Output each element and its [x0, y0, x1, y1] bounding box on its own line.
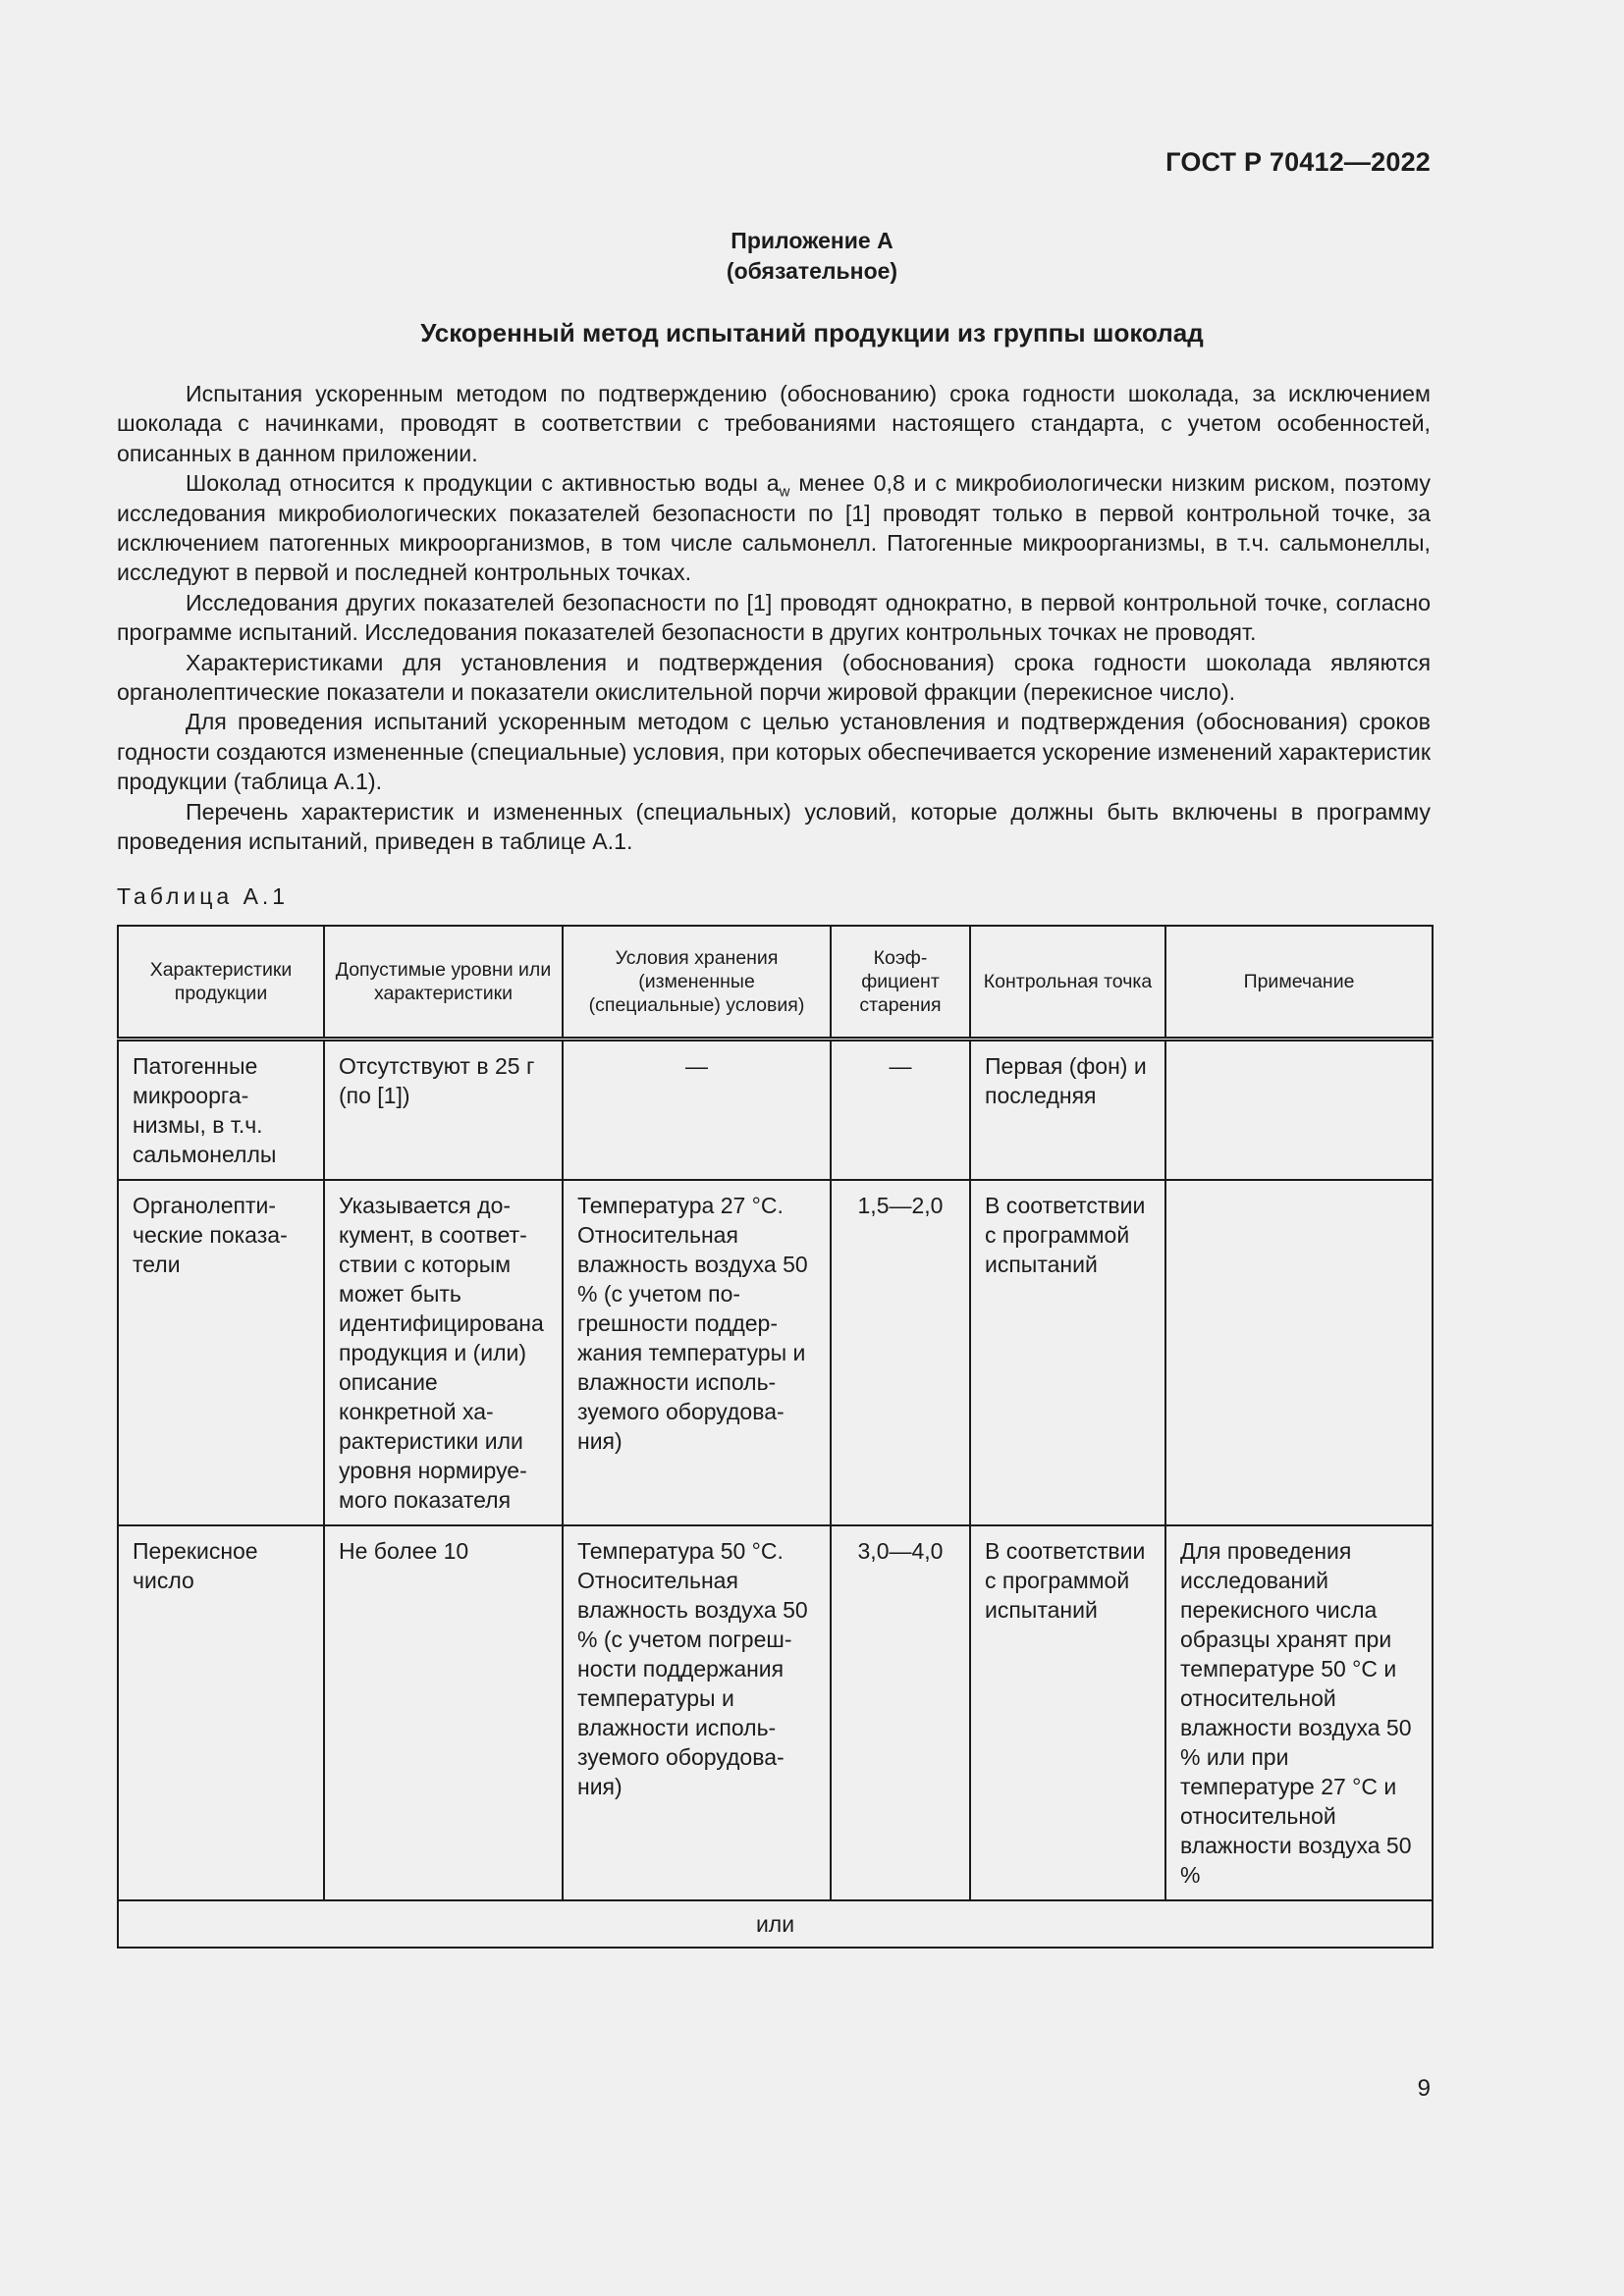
table-cell: Температура 50 °С. Относительная влажность воздуха 50 % (с учетом погрешности поддержания температуры и влажности используемого оборудования) [563, 1525, 831, 1900]
table-cell [1165, 1040, 1433, 1181]
paragraph-5: Для проведения испытаний ускоренным методом с целью установления и подтверждения (обоснования) сроков годности создаются измененные (специальные) условия, при которых обеспечивается ускорение изменений характеристик продукции (таблица А.1). [117, 709, 1432, 795]
water-activity-subscript: w [779, 483, 790, 501]
appendix-heading [0, 226, 1624, 287]
table-cell: Первая (фон) и последняя [970, 1040, 1165, 1181]
table-header-cell: Контрольная точка [970, 926, 1165, 1040]
characteristics-table [117, 925, 1434, 1949]
table-header-cell: Условия хранения (измененные (специальные) условия) [563, 926, 831, 1040]
table-header-row [118, 926, 1433, 1040]
table-cell: — [831, 1040, 970, 1181]
section-title: Ускоренный метод испытаний продукции из группы шоколад [420, 318, 1204, 347]
paragraph-3: Исследования других показателей безопасности по [1] проводят однократно, в первой контрольной точке, согласно программе испытаний. Исследования показателей безопасности в других контрольных точках не проводят. [117, 589, 1431, 646]
table-header-cell: Примечание [1165, 926, 1433, 1040]
table-cell: Патогенные микроорганизмы, в т.ч. сальмонеллы [118, 1040, 324, 1181]
table-header-cell: Характеристики продукции [118, 926, 324, 1040]
paragraph-6: Перечень характеристик и измененных (специальных) условий, которые должны быть включены в программу проведения испытаний, приведен в таблице А.1. [117, 798, 1431, 855]
table-cell: Для проведения исследований перекисного числа образцы хранят при температуре 50 °С и относительной влажности воздуха 50 % или при температуре 27 °С и относительной влажности воздуха 50 % [1165, 1525, 1433, 1900]
table-cell: Органолептические показатели [118, 1180, 324, 1525]
table-row [118, 1180, 1433, 1525]
page-number: 9 [1417, 2075, 1431, 2102]
table-cell: 1,5—2,0 [831, 1180, 970, 1525]
table-header-cell: Коэффициент старения [831, 926, 970, 1040]
document-code: ГОСТ Р 70412—2022 [1165, 147, 1431, 177]
table-cell: — [563, 1040, 831, 1181]
table-footer-cell: или [118, 1900, 1433, 1948]
table-cell [1165, 1180, 1433, 1525]
table-caption: Таблица А.1 [117, 883, 290, 909]
table-cell: Температура 27 °С. Относительная влажность воздуха 50 % (с учетом погрешности поддержания температуры и влажности используемого оборудования) [563, 1180, 831, 1525]
paragraph-4: Характеристиками для установления и подтверждения (обоснования) срока годности шоколада являются органолептические показатели и показатели окислительной порчи жировой фракции (перекисное число). [117, 649, 1431, 706]
paragraph-2-end: менее 0,8 и с микробиологически низким риском, поэтому исследования микробиологических показателей безопасности по [1] проводят только в первой контрольной точке, за исключением патогенных микроорганизмов, в том числе сальмонелл. Патогенные микроорганизмы, в т.ч. сальмонеллы, исследуют в первой и последней контрольных точках. [117, 470, 1431, 586]
body-text [117, 379, 1431, 857]
paragraph-2-start: Шоколад относится к продукции с активностью воды a [186, 470, 780, 497]
table-cell: В соответствии с программой испытаний [970, 1525, 1165, 1900]
table-cell: Указывается документ, в соответствии с которым может быть идентифицирована продукция и (или) описание конкретной характеристики или уровня нормируемого показателя [324, 1180, 563, 1525]
table-cell: Отсутствуют в 25 г (по [1]) [324, 1040, 563, 1181]
table-cell: Не более 10 [324, 1525, 563, 1900]
appendix-status: (обязательное) [726, 258, 898, 284]
table-row [118, 1525, 1433, 1900]
paragraph-1: Испытания ускоренным методом по подтверждению (обоснованию) срока годности шоколада, за исключением шоколада с начинками, проводят в соответствии с требованиями настоящего стандарта, с учетом особенностей, описанных в данном приложении. [117, 381, 1431, 466]
table-cell: 3,0—4,0 [831, 1525, 970, 1900]
paragraph-2 [117, 468, 1431, 588]
table-footer-row [118, 1900, 1433, 1948]
table-cell: Перекисное число [118, 1525, 324, 1900]
table-header-cell: Допустимые уровни или характеристики [324, 926, 563, 1040]
table-row [118, 1040, 1433, 1181]
table-cell: В соответствии с программой испытаний [970, 1180, 1165, 1525]
appendix-title: Приложение А [731, 228, 893, 253]
